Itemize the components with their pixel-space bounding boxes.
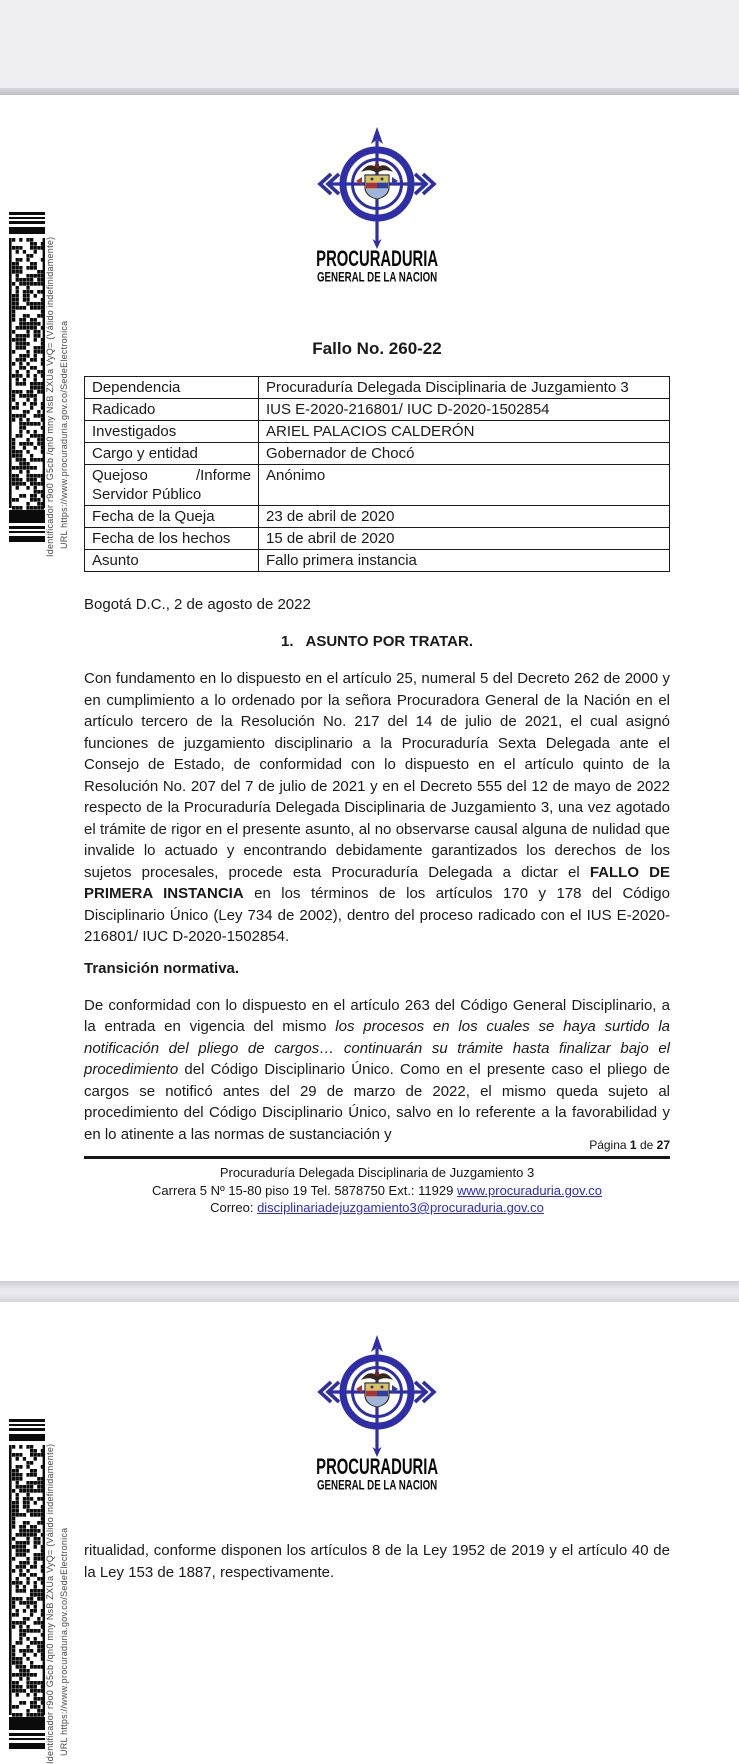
logo-wordmark-line1: PROCURADURIA	[316, 247, 438, 272]
case-info-table	[84, 376, 670, 572]
row-label: Quejoso /Informe Servidor Público	[85, 465, 259, 506]
signature-url-text: URL https://www.procuraduria.gov.co/SedeElectronica	[59, 320, 69, 549]
row-value: 15 de abril de 2020	[259, 528, 670, 550]
row-value: 23 de abril de 2020	[259, 506, 670, 528]
row-value: Anónimo	[259, 465, 670, 506]
procuraduria-logo	[292, 127, 462, 285]
footer-office-line: Procuraduría Delegada Disciplinaria de Juzgamiento 3	[219, 1165, 535, 1180]
row-value: Procuraduría Delegada Disciplinaria de Juzgamiento 3	[259, 377, 670, 399]
document-title: Fallo No. 260-22	[312, 339, 442, 358]
paragraph-ritualidad: ritualidad, conforme disponen los artículos 8 de la Ley 1952 de 2019 y el artículo 40 de la Ley 153 de 1887, respectivamente.	[84, 1542, 670, 1581]
signature-identifier-text: Identificador r9o0 G5cb /qn0 mny NsB ZXUa VyQ= (Válido indefinidamente)	[45, 1443, 55, 1764]
signature-barcode-page2	[9, 1419, 45, 1752]
row-value: Gobernador de Chocó	[259, 443, 670, 465]
page-number-label: Página 1 de 27	[589, 1138, 670, 1152]
table-row	[85, 399, 670, 421]
page-separator	[0, 1281, 739, 1302]
row-label: Asunto	[85, 550, 259, 572]
table-row	[85, 421, 670, 443]
table-row	[85, 528, 670, 550]
document-page-2	[0, 1302, 739, 1600]
section-number: 1.	[280, 633, 294, 650]
procuraduria-seal-icon	[318, 127, 436, 249]
logo-wordmark-line2: GENERAL DE LA NACION	[316, 1477, 438, 1493]
procuraduria-seal-icon	[318, 1335, 436, 1457]
page-current: 1	[629, 1138, 637, 1152]
logo-wordmark-line2: GENERAL DE LA NACION	[316, 269, 438, 285]
signature-url-text: URL https://www.procuraduria.gov.co/SedeElectronica	[59, 1527, 69, 1756]
table-row	[85, 377, 670, 399]
table-row	[85, 550, 670, 572]
footer-address-line: Carrera 5 Nº 15-80 piso 19 Tel. 5878750 Ext.: 11929 www.procuraduria.gov.co	[152, 1182, 602, 1198]
page-footer	[84, 1138, 670, 1217]
section-heading-transicion: Transición normativa.	[84, 959, 240, 977]
row-value: IUS E-2020-216801/ IUC D-2020-1502854	[259, 399, 670, 421]
table-row	[85, 506, 670, 528]
row-label: Fecha de la Queja	[85, 506, 259, 528]
signature-identifier-text: Identificador r9o0 G5cb /qn0 mny NsB ZXUa VyQ= (Válido indefinidamente)	[45, 236, 55, 557]
viewer-top-gap	[0, 0, 739, 88]
footer-email-line: Correo: disciplinariadejuzgamiento3@procuraduria.gov.co	[210, 1200, 544, 1215]
row-label: Dependencia	[85, 377, 259, 399]
footer-email-link[interactable]: disciplinariadejuzgamiento3@procuraduria.gov.co	[257, 1200, 544, 1215]
footer-website-link[interactable]: www.procuraduria.gov.co	[456, 1182, 602, 1198]
document-page-1	[0, 95, 739, 1281]
signature-barcode-page1	[9, 212, 45, 545]
row-label: Radicado	[85, 399, 259, 421]
logo-wordmark-line1: PROCURADURIA	[316, 1455, 438, 1480]
table-row	[85, 443, 670, 465]
procuraduria-logo	[292, 1335, 462, 1493]
page-total: 27	[656, 1138, 670, 1152]
row-label: Fecha de los hechos	[85, 528, 259, 550]
row-label: Investigados	[85, 421, 259, 443]
footer-rule	[84, 1156, 670, 1159]
paragraph-transicion: De conformidad con lo dispuesto en el artículo 263 del Código General Disciplinario, a la entrada en vigencia del mismo los procesos en los cuales se haya surtido la notificación del pliego de cargos… continuarán su trámite hasta finalizar bajo el procedimiento del Código Disciplinario Único. Como en el presente caso el pliego de cargos se notificó antes del 29 de marzo de 2022, el mismo queda sujeto al procedimiento del Código Disciplinario Único, salvo en lo referente a la favorabilidad y en lo atinente a las normas de sustanciación y	[84, 996, 670, 1143]
paragraph-asunto: Con fundamento en lo dispuesto en el artículo 25, numeral 5 del Decreto 262 de 2000 y en cumplimiento a lo ordenado por la señora Procuradora General de la Nación en el artículo tercero de la Resolución No. 217 del 14 de julio de 2021, el cual asignó funciones de juzgamiento disciplinario a la Procuraduría Sexta Delegada ante el Consejo de Estado, de conformidad con lo dispuesto en el artículo quinto de la Resolución No. 207 del 7 de julio de 2021 y en el Decreto 555 del 12 de mayo de 2022 respecto de la Procuraduría Delegada Disciplinaria de Juzgamiento 3, una vez agotado el trámite de rigor en el presente asunto, al no observarse causal alguna de nulidad que invalide lo actuado y encontrando debidamente garantizados los derechos de los sujetos procesales, procede esta Procuraduría Delegada a dictar el FALLO DE PRIMERA INSTANCIA en los términos de los artículos 170 y 178 del Código Disciplinario Único (Ley 734 de 2002), dentro del proceso radicado con el IUS E-2020-216801/ IUC D-2020-1502854.	[84, 670, 670, 945]
row-value: ARIEL PALACIOS CALDERÓN	[259, 421, 670, 443]
section-heading-asunto	[84, 633, 670, 650]
row-value: Fallo primera instancia	[259, 550, 670, 572]
section-title: ASUNTO POR TRATAR.	[305, 633, 473, 650]
dateline: Bogotá D.C., 2 de agosto de 2022	[84, 596, 311, 613]
row-label: Cargo y entidad	[85, 443, 259, 465]
table-row	[85, 465, 670, 506]
page-edge-shadow	[0, 88, 739, 95]
coat-of-arms	[356, 1372, 398, 1407]
coat-of-arms	[356, 164, 398, 199]
